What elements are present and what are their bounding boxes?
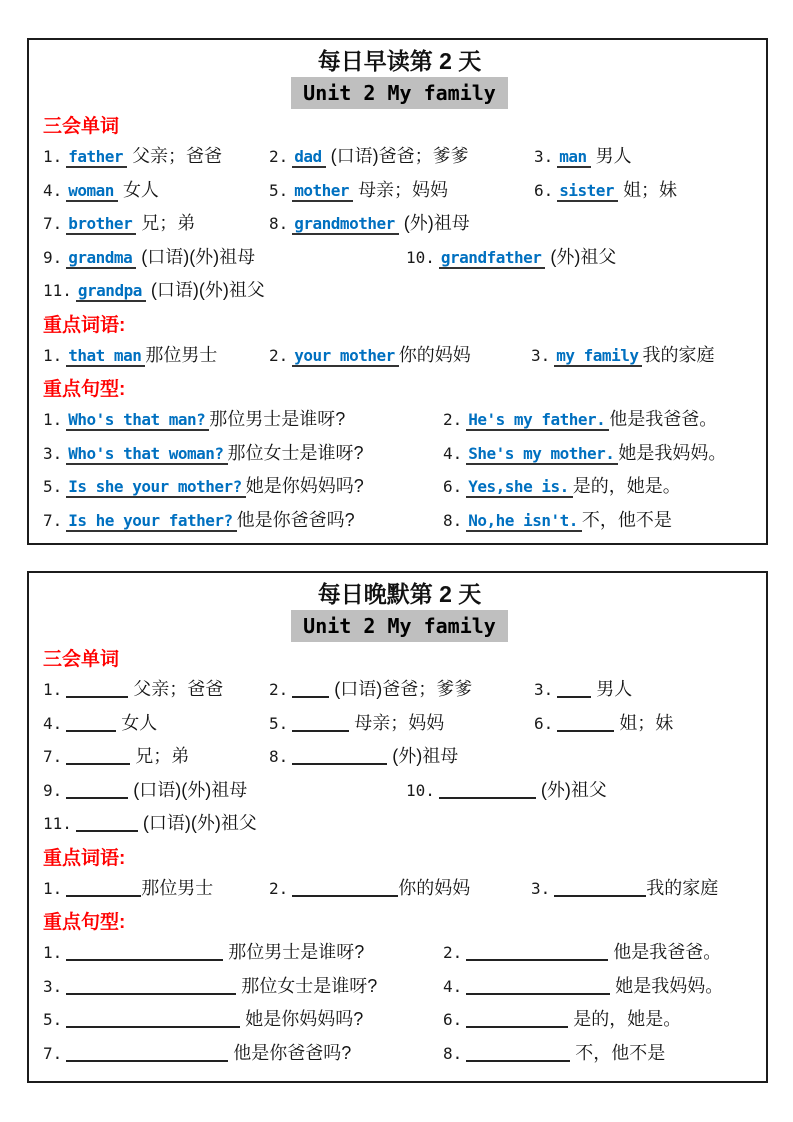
answer-blank	[292, 682, 329, 698]
sentences-heading: 重点句型:	[43, 912, 126, 933]
sentence-item	[43, 1039, 443, 1065]
item-chinese: 那位男士	[145, 344, 218, 365]
answer-blank	[66, 945, 223, 961]
item-number: 7.	[43, 510, 63, 530]
sentence-item	[443, 405, 717, 431]
item-english: grandpa	[76, 281, 146, 302]
sentence-item	[443, 506, 672, 532]
sentences-row	[43, 439, 756, 473]
item-chinese: 不，他不是	[575, 1042, 666, 1063]
phrases-row	[43, 341, 756, 375]
item-chinese: (口语)(外)祖母	[133, 779, 248, 800]
item-chinese: (口语)爸爸；爹爹	[330, 146, 469, 166]
item-number: 9.	[43, 247, 63, 267]
answer-blank	[439, 783, 536, 799]
item-english: father	[66, 147, 127, 168]
item-number: 3.	[534, 680, 554, 699]
sentence-item	[43, 405, 443, 431]
words-heading: 三会单词	[43, 116, 120, 137]
phrases-heading: 重点词语:	[43, 314, 126, 336]
answer-blank	[66, 682, 128, 698]
word-item	[534, 709, 673, 735]
card-title: 每日早读第 2 天	[317, 48, 482, 74]
item-english: No,he isn't.	[466, 511, 582, 532]
unit-subtitle: Unit 2 My family	[291, 610, 508, 642]
item-chinese: 她是我妈妈。	[615, 975, 724, 996]
sentence-item	[443, 972, 723, 998]
item-number: 1.	[43, 345, 63, 365]
sentence-item	[43, 972, 443, 998]
item-chinese: 他是我爸爸。	[613, 942, 722, 962]
item-number: 5.	[43, 1010, 63, 1029]
item-chinese: 不，他不是	[581, 509, 672, 530]
item-chinese: 我的家庭	[646, 877, 719, 898]
item-english: man	[557, 147, 590, 168]
sentences-row	[43, 1005, 756, 1039]
item-number: 11.	[43, 281, 72, 300]
phrases-row	[43, 874, 756, 908]
item-chinese: 女人	[122, 179, 159, 200]
words-list-0	[43, 142, 756, 310]
item-english: woman	[66, 181, 118, 202]
sentence-item	[443, 1039, 665, 1065]
words-row	[43, 209, 756, 243]
item-number: 3.	[43, 976, 63, 996]
item-english: Is he your father?	[66, 511, 236, 532]
phrase-item	[269, 341, 531, 367]
words-row	[43, 142, 756, 176]
sentences-row	[43, 938, 756, 972]
item-english: Who's that woman?	[66, 444, 227, 465]
answer-blank	[292, 716, 349, 732]
item-english: Who's that man?	[66, 410, 209, 431]
unit-subtitle-wrap	[43, 610, 756, 644]
item-number: 1.	[43, 410, 63, 429]
item-number: 4.	[43, 713, 63, 733]
item-english: mother	[292, 181, 353, 202]
item-chinese: 那位男士是谁呀?	[228, 942, 365, 962]
word-item	[43, 809, 257, 835]
item-number: 2.	[443, 943, 463, 962]
answer-blank	[66, 716, 116, 732]
answer-blank	[66, 979, 236, 995]
item-number: 2.	[269, 147, 289, 166]
word-item	[43, 209, 269, 235]
item-number: 2.	[269, 680, 289, 699]
answer-blank	[466, 1046, 570, 1062]
item-number: 2.	[443, 410, 463, 429]
sentence-item	[43, 938, 443, 964]
phrase-item	[43, 874, 269, 900]
item-number: 11.	[43, 814, 72, 833]
phrases-list-0	[43, 341, 756, 375]
answer-blank	[466, 945, 608, 961]
item-number: 8.	[443, 1043, 463, 1063]
answer-blank	[66, 1012, 240, 1028]
card-title: 每日晚默第 2 天	[317, 581, 482, 607]
item-chinese: 你的妈妈	[398, 877, 471, 898]
item-chinese: 兄；弟	[141, 213, 196, 233]
words-row	[43, 176, 756, 210]
item-number: 8.	[269, 747, 289, 766]
sentences-row	[43, 472, 756, 506]
phrase-item	[531, 874, 718, 900]
sentences-row	[43, 1039, 756, 1073]
word-item	[406, 243, 616, 269]
item-chinese: 是的，她是。	[573, 1009, 682, 1029]
item-number: 3.	[531, 878, 551, 898]
item-english: my family	[554, 346, 642, 367]
sentences-list-1	[43, 938, 756, 1072]
answer-blank	[292, 749, 387, 765]
item-number: 3.	[43, 443, 63, 463]
answer-blank	[66, 1046, 228, 1062]
item-chinese: 他是你爸爸吗?	[233, 1042, 352, 1063]
sentence-item	[443, 439, 726, 465]
item-chinese: 兄；弟	[135, 746, 190, 766]
sentence-item	[443, 938, 721, 964]
unit-subtitle-wrap	[43, 77, 756, 111]
words-heading: 三会单词	[43, 649, 120, 670]
phrase-item	[43, 341, 269, 367]
item-chinese: 男人	[595, 146, 632, 166]
item-english: grandfather	[439, 248, 545, 269]
item-chinese: (口语)爸爸；爹爹	[334, 679, 473, 699]
item-number: 6.	[443, 477, 463, 496]
word-item	[269, 142, 534, 168]
sentence-item	[443, 472, 681, 498]
words-row	[43, 709, 756, 743]
word-item	[43, 142, 269, 168]
item-chinese: (外)祖母	[392, 746, 459, 766]
item-chinese: 男人	[596, 679, 633, 699]
item-number: 8.	[443, 510, 463, 530]
answer-blank	[66, 783, 128, 799]
sentence-item	[43, 472, 443, 498]
item-number: 7.	[43, 747, 63, 766]
word-item	[269, 209, 470, 235]
words-row	[43, 742, 756, 776]
item-chinese: (外)祖父	[550, 246, 617, 267]
item-chinese: 母亲；妈妈	[354, 712, 445, 733]
sentences-row	[43, 405, 756, 439]
item-chinese: 姐；妹	[623, 179, 678, 200]
item-number: 1.	[43, 147, 63, 166]
item-number: 2.	[269, 345, 289, 365]
item-chinese: 她是我妈妈。	[618, 442, 727, 463]
item-chinese: 女人	[121, 712, 158, 733]
item-chinese: (口语)(外)祖父	[142, 813, 257, 833]
word-item	[534, 675, 632, 701]
phrases-list-1	[43, 874, 756, 908]
words-list-1	[43, 675, 756, 843]
item-english: that man	[66, 346, 145, 367]
answer-blank	[292, 881, 398, 897]
item-english: brother	[66, 214, 136, 235]
sentence-item	[43, 1005, 443, 1031]
item-english: Is she your mother?	[66, 477, 246, 498]
item-number: 1.	[43, 680, 63, 699]
item-chinese: (口语)(外)祖父	[150, 280, 265, 300]
answer-blank	[66, 881, 141, 897]
item-english: grandma	[66, 248, 136, 269]
word-item	[269, 709, 534, 735]
words-row	[43, 675, 756, 709]
answer-blank	[554, 881, 646, 897]
word-item	[43, 776, 406, 802]
item-english: Yes,she is.	[466, 477, 572, 498]
answer-blank	[466, 979, 610, 995]
item-number: 2.	[269, 878, 289, 898]
sentences-list-0	[43, 405, 756, 539]
item-number: 3.	[531, 345, 551, 365]
item-english: grandmother	[292, 214, 398, 235]
word-item	[43, 675, 269, 701]
sentences-row	[43, 972, 756, 1006]
item-english: She's my mother.	[466, 444, 618, 465]
item-chinese: 我的家庭	[642, 344, 715, 365]
morning-reading-card	[27, 38, 768, 545]
item-number: 7.	[43, 1043, 63, 1063]
item-chinese: 那位男士是谁呀?	[209, 409, 346, 429]
word-item	[534, 142, 632, 168]
item-chinese: 是的，她是。	[572, 476, 681, 496]
item-english: your mother	[292, 346, 398, 367]
item-chinese: 那位男士	[141, 877, 214, 898]
word-item	[43, 276, 265, 302]
item-chinese: 姐；妹	[619, 712, 674, 733]
phrase-item	[531, 341, 714, 367]
item-number: 5.	[269, 180, 289, 200]
item-number: 5.	[43, 477, 63, 496]
item-chinese: 她是你妈妈吗?	[245, 1009, 364, 1029]
words-row	[43, 776, 756, 810]
item-number: 10.	[406, 247, 435, 267]
words-row	[43, 809, 756, 843]
phrase-item	[269, 874, 531, 900]
phrases-heading: 重点词语:	[43, 847, 126, 869]
item-chinese: (口语)(外)祖母	[141, 246, 256, 267]
word-item	[43, 709, 269, 735]
item-number: 5.	[269, 713, 289, 733]
sentence-item	[43, 506, 443, 532]
item-chinese: 她是你妈妈吗?	[245, 476, 364, 496]
item-number: 6.	[534, 713, 554, 733]
evening-dictation-card	[27, 571, 768, 1083]
item-chinese: 那位女士是谁呀?	[241, 975, 378, 996]
word-item	[269, 675, 534, 701]
item-chinese: 父亲；爸爸	[132, 146, 223, 166]
item-english: He's my father.	[466, 410, 609, 431]
item-chinese: 他是我爸爸。	[609, 409, 718, 429]
answer-blank	[557, 716, 614, 732]
item-number: 7.	[43, 214, 63, 233]
item-english: sister	[557, 181, 618, 202]
item-chinese: 他是你爸爸吗?	[236, 509, 355, 530]
item-number: 4.	[443, 976, 463, 996]
item-number: 1.	[43, 878, 63, 898]
word-item	[534, 176, 677, 202]
item-number: 9.	[43, 780, 63, 800]
words-row	[43, 276, 756, 310]
words-row	[43, 243, 756, 277]
sentences-row	[43, 506, 756, 540]
item-chinese: (外)祖母	[403, 213, 470, 233]
item-chinese: 那位女士是谁呀?	[227, 442, 364, 463]
item-number: 6.	[443, 1010, 463, 1029]
item-chinese: 父亲；爸爸	[133, 679, 224, 699]
item-number: 4.	[43, 180, 63, 200]
item-number: 3.	[534, 147, 554, 166]
item-number: 10.	[406, 780, 435, 800]
answer-blank	[76, 816, 138, 832]
sentence-item	[443, 1005, 681, 1031]
item-chinese: (外)祖父	[540, 779, 607, 800]
item-number: 6.	[534, 180, 554, 200]
answer-blank	[66, 749, 130, 765]
item-number: 1.	[43, 943, 63, 962]
item-number: 8.	[269, 214, 289, 233]
word-item	[406, 776, 607, 802]
sentence-item	[43, 439, 443, 465]
word-item	[43, 243, 406, 269]
item-chinese: 母亲；妈妈	[358, 179, 449, 200]
item-chinese: 你的妈妈	[398, 344, 471, 365]
word-item	[43, 176, 269, 202]
sentences-heading: 重点句型:	[43, 379, 126, 400]
answer-blank	[557, 682, 591, 698]
word-item	[269, 742, 458, 768]
word-item	[269, 176, 534, 202]
unit-subtitle: Unit 2 My family	[291, 77, 508, 109]
item-number: 4.	[443, 443, 463, 463]
item-english: dad	[292, 147, 325, 168]
answer-blank	[466, 1012, 568, 1028]
word-item	[43, 742, 269, 768]
